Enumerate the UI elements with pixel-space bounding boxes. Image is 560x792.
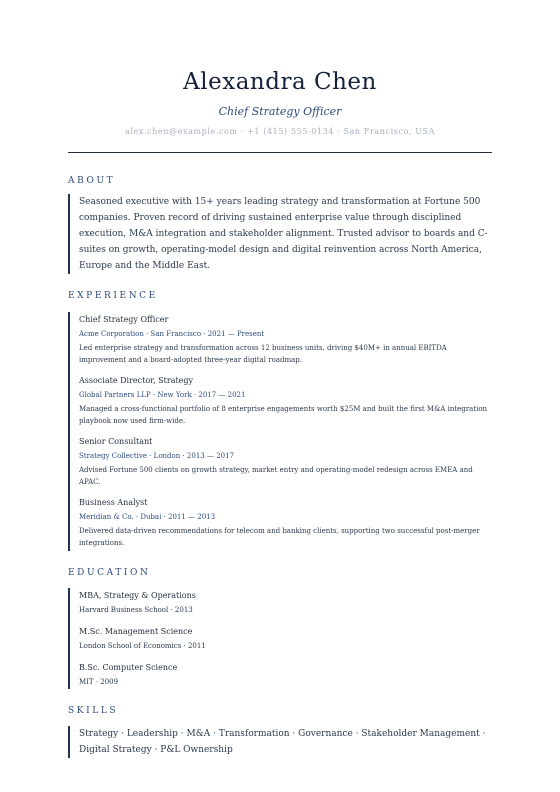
job-description: Led enterprise strategy and transformation across 12 business units, driving $40M+ in annual EBITDA improvement and a board-adopted three-year digital roadmap. — [79, 344, 447, 364]
degree: B.Sc. Computer Science — [79, 663, 178, 672]
education-entry — [79, 590, 492, 615]
job-description: Managed a cross-functional portfolio of 8 enterprise engagements worth $25M and built the first M&A integration playbook now used firm-wide. — [79, 405, 488, 425]
job-title: Senior Consultant — [79, 437, 153, 446]
about-heading: ABOUT — [68, 176, 116, 186]
job-title: Associate Director, Strategy — [79, 376, 194, 385]
job-title: Business Analyst — [79, 498, 148, 507]
job-description: Delivered data-driven recommendations for telecom and banking clients, supporting two successful post-merger integrations. — [79, 527, 480, 547]
job-title: Chief Strategy Officer — [79, 315, 169, 324]
candidate-name: Alexandra Chen — [183, 69, 377, 95]
degree: MBA, Strategy & Operations — [79, 591, 196, 600]
candidate-role: Chief Strategy Officer — [218, 105, 342, 118]
job-entry — [79, 314, 492, 366]
school: London School of Economics · 2011 — [79, 642, 206, 650]
resume-header — [68, 0, 492, 153]
school: MIT · 2009 — [79, 678, 119, 686]
job-meta: Acme Corporation · San Francisco · 2021 — Present — [79, 330, 265, 338]
experience-heading: EXPERIENCE — [68, 291, 158, 301]
job-entry — [79, 436, 492, 488]
job-meta: Strategy Collective · London · 2013 — 2017 — [79, 452, 235, 460]
school: Harvard Business School · 2013 — [79, 606, 193, 614]
resume-page — [68, 0, 492, 758]
degree: M.Sc. Management Science — [79, 627, 193, 636]
skills-heading: SKILLS — [68, 706, 119, 716]
education-heading: EDUCATION — [68, 568, 151, 578]
skills-text: Strategy · Leadership · M&A · Transformation · Governance · Stakeholder Management · Digital Strategy · P&L Ownership — [79, 729, 486, 755]
job-meta: Global Partners LLP · New York · 2017 — 2021 — [79, 391, 246, 399]
experience-section — [68, 312, 492, 551]
education-section — [68, 588, 492, 689]
job-entry — [79, 497, 492, 549]
about-section — [68, 194, 492, 274]
job-description: Advised Fortune 500 clients on growth strategy, market entry and operating-model redesign across EMEA and APAC. — [79, 466, 473, 486]
skills-section — [68, 726, 492, 758]
education-entry — [79, 662, 492, 687]
about-text: Seasoned executive with 15+ years leading strategy and transformation at Fortune 500 companies. Proven record of driving sustained enterprise value through disciplined execution, M&A integration and stakeholder alignment. Trusted advisor to boards and C-suites on growth, operating-model design and digital reinvention across North America, Europe and the Middle East. — [79, 197, 488, 271]
header-divider — [68, 152, 492, 153]
job-entry — [79, 375, 492, 427]
education-entry — [79, 626, 492, 651]
contact-line: alex.chen@example.com · +1 (415) 555-0134 · San Francisco, USA — [124, 127, 436, 136]
job-meta: Meridian & Co. · Dubai · 2011 — 2013 — [79, 513, 216, 521]
